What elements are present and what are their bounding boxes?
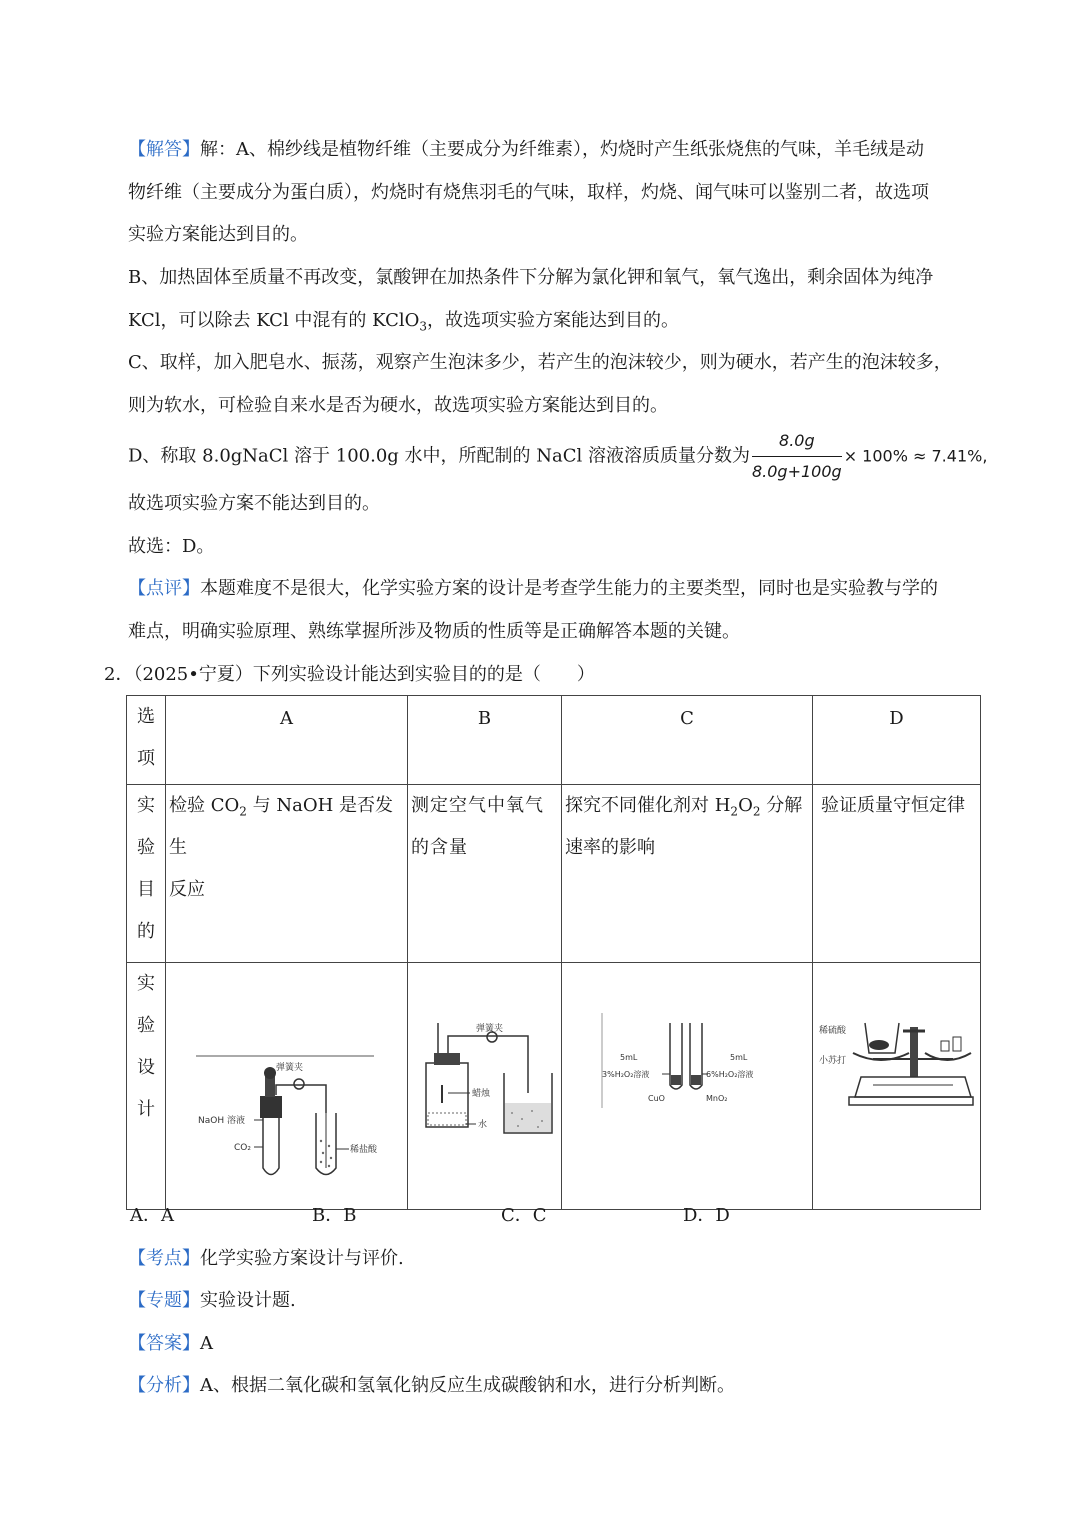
- explanation-line-d1: D、称取 8.0gNaCl 溶于 100.0g 水中，所配制的 NaCl 溶液溶质质量分数为 $\frac{8.0g}{8.0g+100g}$ × 100% ≈ 7.41%,: [128, 428, 987, 485]
- explanation-choice: 故选：D。: [128, 536, 215, 557]
- zhuanti-line: 【专题】实验设计题.: [128, 1290, 296, 1311]
- option-b-header: B: [408, 696, 562, 785]
- design-b-cell: [408, 963, 562, 1210]
- svg-text:5mL: 5mL: [730, 1053, 748, 1062]
- answer-option-c: C．C: [501, 1205, 547, 1226]
- design-d-cell: [813, 963, 981, 1210]
- option-d-header: D: [813, 696, 981, 785]
- experiment-table: [126, 695, 981, 1210]
- review-tag: 【点评】: [128, 578, 200, 599]
- answer-option-a: A．A: [130, 1205, 174, 1226]
- answer-option-d: D．D: [683, 1205, 730, 1226]
- svg-text:稀硫酸: 稀硫酸: [819, 1026, 847, 1036]
- explanation-line-a2: 物纤维（主要成分为蛋白质），灼烧时有烧焦羽毛的气味，取样，灼烧、闻气味可以鉴别二者，故选项: [128, 182, 929, 203]
- row-header-purpose: 实 验 目 的: [127, 785, 166, 963]
- row-header-option: 选 项: [127, 696, 166, 785]
- answer-option-b: B．B: [312, 1205, 357, 1226]
- svg-text:CO₂: CO₂: [234, 1143, 251, 1153]
- explanation-line-c2: 则为软水，可检验自来水是否为硬水，故选项实验方案能达到目的。: [128, 395, 668, 416]
- explanation-tag: 【解答】: [128, 139, 200, 160]
- svg-text:5mL: 5mL: [620, 1053, 638, 1062]
- explanation-line-b2: KCl，可以除去 KCl 中混有的 KClO$_3$，故选项实验方案能达到目的。: [128, 310, 680, 334]
- svg-text:6%H₂O₂溶液: 6%H₂O₂溶液: [706, 1070, 754, 1079]
- explanation-line-a3: 实验方案能达到目的。: [128, 224, 308, 245]
- purpose-a: 检验 $CO_2$ 与 NaOH 是否发生 反应: [166, 785, 408, 963]
- purpose-b: 测定空气中氧气 的含量: [408, 785, 562, 963]
- svg-text:3%H₂O₂溶液: 3%H₂O₂溶液: [602, 1070, 650, 1079]
- purpose-c: 探究不同催化剂对 $H_2O_2$ 分解 速率的影响: [562, 785, 813, 963]
- explanation-line-c1: C、取样，加入肥皂水、振荡，观察产生泡沫多少，若产生的泡沫较少，则为硬水，若产生的泡沫较多，: [128, 352, 952, 373]
- svg-text:弹簧夹: 弹簧夹: [476, 1024, 504, 1034]
- question-stem: 2．（2025•宁夏）下列实验设计能达到实验目的的是（ ）: [104, 664, 595, 685]
- svg-text:NaOH 溶液: NaOH 溶液: [198, 1116, 245, 1126]
- option-a-header: A: [166, 696, 408, 785]
- apparatus-a-image: [166, 963, 406, 1193]
- svg-text:MnO₂: MnO₂: [706, 1094, 728, 1103]
- svg-text:稀盐酸: 稀盐酸: [350, 1145, 378, 1155]
- apparatus-b-image: [408, 963, 560, 1193]
- apparatus-d-image: [813, 963, 979, 1193]
- explanation-line-d2: 故选项实验方案不能达到目的。: [128, 493, 380, 514]
- apparatus-c-image: [562, 963, 812, 1193]
- svg-text:水: 水: [478, 1120, 488, 1130]
- svg-text:蜡烛: 蜡烛: [472, 1089, 491, 1099]
- review-line2: 难点，明确实验原理、熟练掌握所涉及物质的性质等是正确解答本题的关键。: [128, 621, 740, 642]
- design-c-cell: [562, 963, 813, 1210]
- purpose-d: 验证质量守恒定律: [813, 785, 981, 963]
- explanation-line-a1: 【解答】解：A、棉纱线是植物纤维（主要成分为纤维素），灼烧时产生纸张烧焦的气味，羊毛绒是动: [128, 139, 924, 160]
- kaodian-line: 【考点】化学实验方案设计与评价.: [128, 1248, 404, 1269]
- explanation-line-b1: B、加热固体至质量不再改变，氯酸钾在加热条件下分解为氯化钾和氧气，氧气逸出，剩余固体为纯净: [128, 267, 934, 288]
- fraction: $\frac{8.0g}{8.0g+100g}$: [752, 428, 842, 485]
- svg-text:CuO: CuO: [648, 1094, 665, 1103]
- answer-line: 【答案】A: [128, 1333, 213, 1354]
- svg-text:小苏打: 小苏打: [819, 1056, 847, 1066]
- option-c-header: C: [562, 696, 813, 785]
- analysis-line: 【分析】A、根据二氧化碳和氢氧化钠反应生成碳酸钠和水，进行分析判断。: [128, 1375, 735, 1396]
- review-line1: 【点评】本题难度不是很大，化学实验方案的设计是考查学生能力的主要类型，同时也是实验教与学的: [128, 578, 938, 599]
- row-header-design: 实 验 设 计: [127, 963, 166, 1210]
- svg-text:弹簧夹: 弹簧夹: [276, 1063, 304, 1073]
- design-a-cell: [166, 963, 408, 1210]
